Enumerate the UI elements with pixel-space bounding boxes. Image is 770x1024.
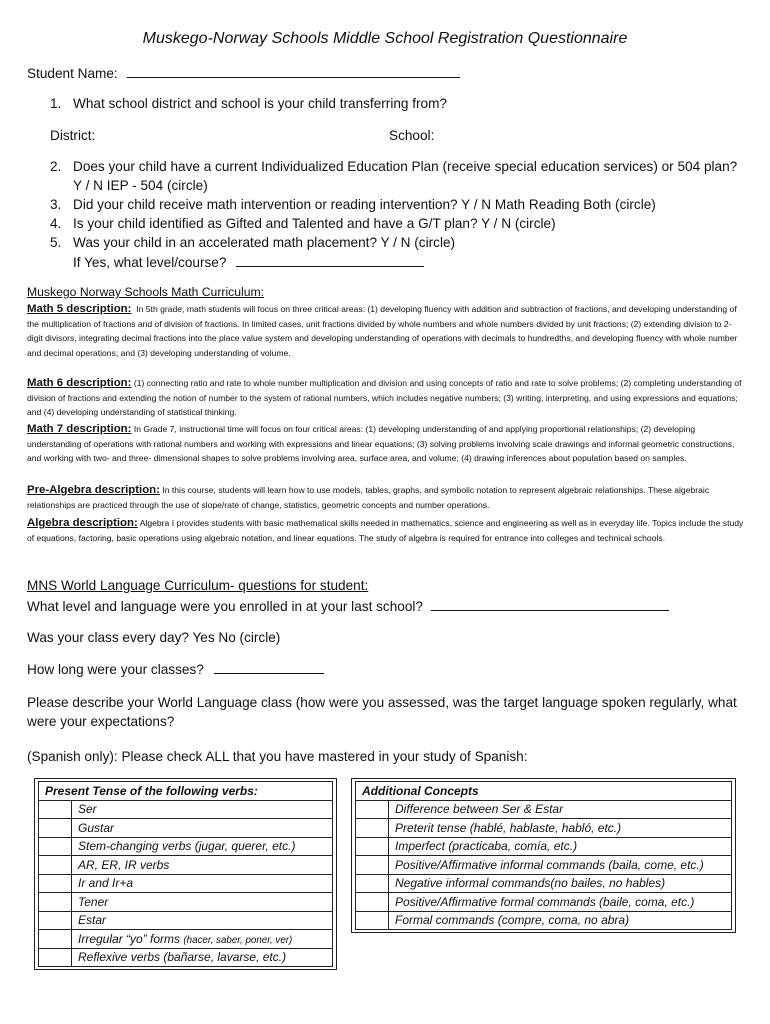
algebra-description xyxy=(27,516,745,545)
question-text-line2 xyxy=(73,254,424,270)
student-name-label: Student Name: xyxy=(27,66,118,81)
table-row xyxy=(39,893,333,912)
checkbox[interactable] xyxy=(356,837,389,856)
wl-level-question: What level and language were you enrolled in at your last school? xyxy=(27,599,423,614)
irregular-note: (hacer, saber, poner, ver) xyxy=(183,934,293,946)
prealgebra-title: Pre-Algebra description: xyxy=(27,484,160,496)
checkbox[interactable] xyxy=(356,911,389,930)
world-language-heading: MNS World Language Curriculum- questions for student: xyxy=(27,578,369,593)
checkbox[interactable] xyxy=(39,911,72,930)
algebra-title: Algebra description: xyxy=(27,517,138,529)
checkbox[interactable] xyxy=(39,874,72,893)
verb-label: Ser xyxy=(72,800,333,819)
verb-label: Gustar xyxy=(72,819,333,838)
table-row xyxy=(39,856,333,875)
wl-level-row xyxy=(27,598,669,614)
table-row xyxy=(39,874,333,893)
table-row xyxy=(39,837,333,856)
concept-label: Negative informal commands(no bailes, no hables) xyxy=(389,874,732,893)
concept-label: Imperfect (practicaba, comía, etc.) xyxy=(389,837,732,856)
present-tense-table xyxy=(38,781,333,967)
checkbox[interactable] xyxy=(39,893,72,912)
table-row xyxy=(356,874,732,893)
question-number: 4. xyxy=(50,216,62,231)
wl-how-long-question: How long were your classes? xyxy=(27,662,204,677)
question-number: 1. xyxy=(50,96,62,111)
checkbox[interactable] xyxy=(39,819,72,838)
wl-every-day-question: Was your class every day? Yes No (circle) xyxy=(27,630,281,645)
question-text: Was your child in an accelerated math placement? Y / N (circle) xyxy=(73,235,456,250)
student-name-field[interactable] xyxy=(127,65,460,78)
math5-text: In 5th grade, math students will focus on three critical areas: (1) developing fluency with addition and subtraction of fractions, and developing understanding of the multiplication of fractions and of division of fractions. In limited cases, unit fractions divided by whole numbers and whole numbers divided by unit fractions; (2) extending division to 2-digit divisors, integrating decimal fractions into the place value system and developing understanding of operations with decimals to hundredths, and developing fluency with whole number and decimal operations; and (3) developing understanding of volume. xyxy=(27,304,738,358)
question-number: 5. xyxy=(50,235,62,250)
question-number: 3. xyxy=(50,197,62,212)
table-row xyxy=(39,911,333,930)
checkbox[interactable] xyxy=(39,837,72,856)
math5-description xyxy=(27,302,745,360)
prealgebra-description xyxy=(27,483,745,512)
checkbox[interactable] xyxy=(39,856,72,875)
math6-text: (1) connecting ratio and rate to whole number multiplication and division and using concepts of ratio and rate to solve problems; (2) completing understanding of division of fractions and extending the notion of number to the system of rational numbers, which includes negative numbers; (3) writing, interpreting, and using expressions and equations; and (4) developing understanding of statistical thinking. xyxy=(27,378,742,418)
verb-label: AR, ER, IR verbs xyxy=(72,856,333,875)
present-tense-header: Present Tense of the following verbs: xyxy=(39,782,333,801)
verb-label: Tener xyxy=(72,893,333,912)
question-text-line2: Y / N IEP - 504 (circle) xyxy=(73,178,208,193)
checkbox[interactable] xyxy=(356,800,389,819)
verb-label: Ir and Ir+a xyxy=(72,874,333,893)
checkbox[interactable] xyxy=(39,948,72,967)
additional-concepts-table xyxy=(355,781,732,930)
math-curriculum-heading: Muskego Norway Schools Math Curriculum: xyxy=(27,285,265,299)
checkbox[interactable] xyxy=(39,930,72,949)
student-name-row xyxy=(27,65,460,81)
question-text: Is your child identified as Gifted and Talented and have a G/T plan? Y / N (circle) xyxy=(73,216,556,231)
question-number: 2. xyxy=(50,159,62,174)
algebra-text: Algebra I provides students with basic mathematical skills needed in mathematics, science and engineering as well as in everyday life. Topics include the study of equations, factoring, basic operations using algebraic notation, and linear equations. The study of algebra is required for entrance into colleges and technical schools. xyxy=(27,518,744,543)
table-row xyxy=(356,893,732,912)
wl-describe-question: Please describe your World Language class (how were you assessed, was the target language spoken regularly, what were your expectations? xyxy=(27,695,737,729)
table-row xyxy=(39,819,333,838)
verb-label: Reflexive verbs (bañarse, lavarse, etc.) xyxy=(72,948,333,967)
verb-label: Stem-changing verbs (jugar, querer, etc.) xyxy=(72,837,333,856)
math6-title: Math 6 description: xyxy=(27,377,132,389)
page-title: Muskego-Norway Schools Middle School Registration Questionnaire xyxy=(142,30,628,47)
table-row xyxy=(356,837,732,856)
math5-title: Math 5 description: xyxy=(27,303,132,315)
concept-label: Positive/Affirmative formal commands (baile, coma, etc.) xyxy=(389,893,732,912)
wl-how-long-field[interactable] xyxy=(214,661,324,674)
concept-label: Preterit tense (hablé, hablaste, habló, etc.) xyxy=(389,819,732,838)
verb-label xyxy=(72,930,333,949)
additional-concepts-header: Additional Concepts xyxy=(356,782,732,801)
question-text: What school district and school is your child transferring from? xyxy=(73,96,447,111)
table-row xyxy=(356,800,732,819)
math6-description xyxy=(27,376,745,420)
checkbox[interactable] xyxy=(356,819,389,838)
table-row xyxy=(39,800,333,819)
checkbox[interactable] xyxy=(39,800,72,819)
school-label: School: xyxy=(389,128,435,143)
math7-description xyxy=(27,422,745,466)
prealgebra-text: In this course, students will learn how to use models, tables, graphs, and symbolic notation to represent algebraic relationships. These algebraic relationships are practiced through the use of slope/rate of change, statistics, geometric concepts and number operations. xyxy=(27,485,710,510)
wl-spanish-question: (Spanish only): Please check ALL that you have mastered in your study of Spanish: xyxy=(27,749,528,764)
math7-text: In Grade 7, instructional time will focus on four critical areas: (1) developing understanding of and applying proportional relationships; (2) developing understanding of operations with rational numbers and working with expressions and linear equations; (3) solving problems involving scale drawings and informal geometric constructions, and working with two- and three- dimensional shapes to solve problems involving area, surface area, and volume; (4) drawing inferences about population based on samples. xyxy=(27,424,735,464)
irregular-label: Irregular “yo” forms xyxy=(78,931,181,946)
district-label: District: xyxy=(50,128,96,143)
wl-how-long-row xyxy=(27,661,324,677)
wl-level-field[interactable] xyxy=(431,598,669,611)
concept-label: Positive/Affirmative informal commands (baila, come, etc.) xyxy=(389,856,732,875)
checkbox[interactable] xyxy=(356,893,389,912)
question-text: Does your child have a current Individualized Education Plan (receive special education services) or 504 plan? xyxy=(73,159,738,174)
table-row xyxy=(356,856,732,875)
level-course-label: If Yes, what level/course? xyxy=(73,255,227,270)
level-course-field[interactable] xyxy=(236,254,424,267)
concept-label: Formal commands (compre, coma, no abra) xyxy=(389,911,732,930)
table-row xyxy=(356,819,732,838)
table-row xyxy=(356,911,732,930)
question-text: Did your child receive math intervention or reading intervention? Y / N Math Reading Both (circle) xyxy=(73,197,656,212)
math7-title: Math 7 description: xyxy=(27,423,132,435)
checkbox[interactable] xyxy=(356,856,389,875)
checkbox[interactable] xyxy=(356,874,389,893)
verb-label: Estar xyxy=(72,911,333,930)
table-row xyxy=(39,930,333,949)
concept-label: Difference between Ser & Estar xyxy=(389,800,732,819)
table-row xyxy=(39,948,333,967)
